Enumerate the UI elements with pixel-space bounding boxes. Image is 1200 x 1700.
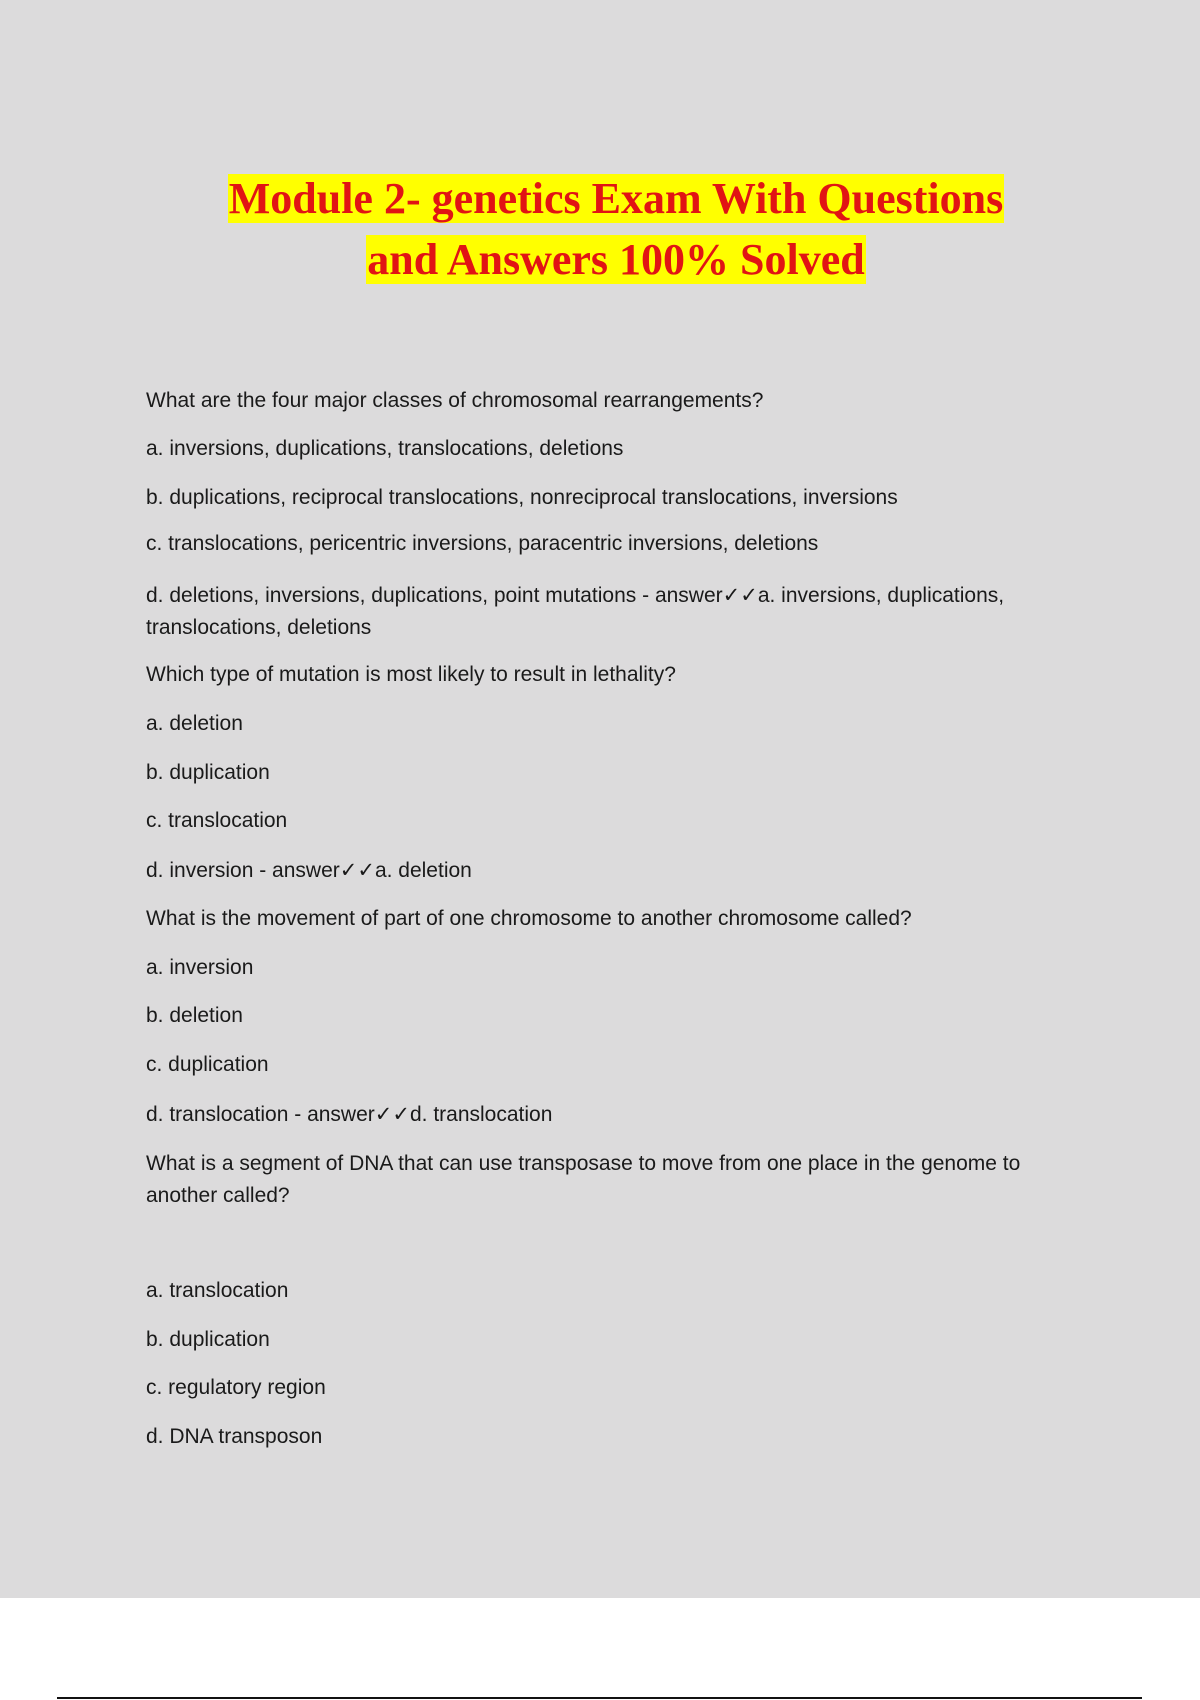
answer-option: a. inversion — [146, 956, 254, 979]
question-text: What is the movement of part of one chromosome to another chromosome called? — [146, 907, 912, 930]
answer-option: a. translocation — [146, 1279, 289, 1302]
question-text: What are the four major classes of chromosomal rearrangements? — [146, 389, 764, 412]
answer-option: a. inversions, duplications, translocations, deletions — [146, 437, 624, 460]
title-line-1: Module 2- genetics Exam With Questions — [228, 174, 1004, 223]
page-divider — [57, 1697, 1142, 1699]
answer-option: c. regulatory region — [146, 1376, 326, 1399]
title-line-2: and Answers 100% Solved — [367, 235, 865, 284]
answer-option: b. deletion — [146, 1004, 243, 1027]
answer-option: c. translocation — [146, 809, 288, 832]
question-text: Which type of mutation is most likely to result in lethality? — [146, 663, 676, 686]
answer-option: b. duplication — [146, 1328, 270, 1351]
answer-option: d. inversion - answer✓✓a. deletion — [146, 859, 472, 882]
question-text: What is a segment of DNA that can use transposase to move from one place in the genome to another called? — [146, 1152, 1021, 1207]
document-title — [0, 168, 1200, 290]
answer-option: b. duplication — [146, 761, 270, 784]
answer-option: c. duplication — [146, 1053, 269, 1076]
answer-option: a. deletion — [146, 712, 243, 735]
answer-option: b. duplications, reciprocal translocations, nonreciprocal translocations, inversions — [146, 486, 898, 509]
answer-option: d. DNA transposon — [146, 1425, 323, 1448]
answer-option: d. deletions, inversions, duplications, point mutations - answer✓✓a. inversions, duplications, translocations, deletions — [146, 584, 1005, 639]
answer-option: d. translocation - answer✓✓d. translocation — [146, 1103, 553, 1126]
answer-option: c. translocations, pericentric inversions, paracentric inversions, deletions — [146, 532, 819, 555]
